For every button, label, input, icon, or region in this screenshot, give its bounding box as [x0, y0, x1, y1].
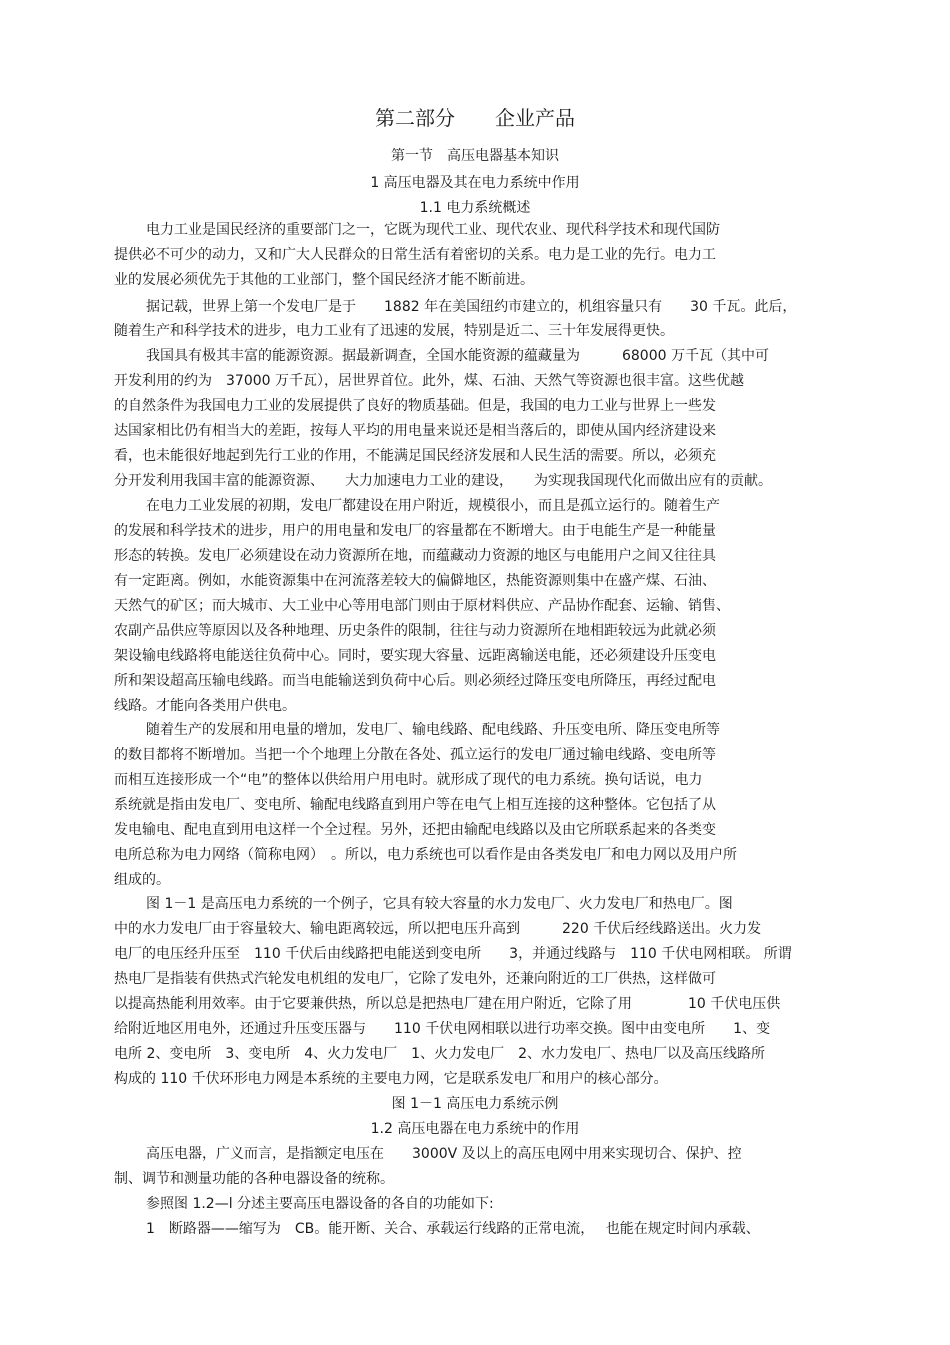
paragraph-line: 线路。才能向各类用户供电。: [114, 698, 296, 714]
paragraph-line: 业的发展必须优先于其他的工业部门，整个国民经济才能不断前进。: [114, 272, 534, 288]
paragraph-line: 电力工业是国民经济的重要部门之一，它既为现代工业、现代农业、现代科学技术和现代国防: [146, 222, 720, 238]
paragraph-line: 的数目都将不断增加。当把一个个地理上分散在各处、孤立运行的发电厂通过输电线路、变电所等: [114, 747, 716, 763]
paragraph-line: 的自然条件为我国电力工业的发展提供了良好的物质基础。但是，我国的电力工业与世界上一些发: [114, 398, 716, 414]
paragraph-line: 提供必不可少的动力，又和广大人民群众的日常生活有着密切的关系。电力是工业的先行。电力工: [114, 247, 716, 263]
paragraph-line: 而相互连接形成一个“电”的整体以供给用户用电时。就形成了现代的电力系统。换句话说，电力: [114, 772, 703, 788]
paragraph-line: 电所总称为电力网络（简称电网） 。所以，电力系统也可以看作是由各类发电厂和电力网以及用户所: [114, 847, 737, 863]
paragraph-line: 分开发利用我国丰富的能源资源、 大力加速电力工业的建设， 为实现我国现代化而做出应有的贡献。: [114, 473, 772, 489]
paragraph-line: 形态的转换。发电厂必须建设在动力资源所在地，而蕴藏动力资源的地区与电能用户之间又往往具: [114, 548, 716, 564]
chapter-heading: 1 高压电器及其在电力系统中作用: [370, 175, 580, 191]
paragraph-line: 以提高热能利用效率。由于它要兼供热，所以总是把热电厂建在用户附近，它除了用 10 千伏电压供: [114, 996, 781, 1012]
paragraph-line: 参照图 1.2—l 分述主要高压电器设备的各自的功能如下:: [146, 1196, 494, 1212]
paragraph-line: 高压电器，广义而言，是指额定电压在 3000V 及以上的高压电网中用来实现切合、保护、控: [146, 1146, 742, 1162]
paragraph-line: 在电力工业发展的初期，发电厂都建设在用户附近，规模很小，而且是孤立运行的。随着生产: [146, 498, 720, 514]
figure-caption: 图 1－1 高压电力系统示例: [391, 1096, 559, 1112]
paragraph-line: 达国家相比仍有相当大的差距，按每人平均的用电量来说还是相当落后的，即使从国内经济建设来: [114, 423, 716, 439]
paragraph-line: 架设输电线路将电能送往负荷中心。同时，要实现大容量、远距离输送电能，还必须建设升压变电: [114, 648, 716, 664]
paragraph-line: 开发利用的约为 37000 万千瓦），居世界首位。此外，煤、石油、天然气等资源也很丰富。这些优越: [114, 373, 744, 389]
paragraph-line: 看，也未能很好地起到先行工业的作用，不能满足国民经济发展和人民生活的需要。所以，必须充: [114, 448, 716, 464]
paragraph-line: 随着生产的发展和用电量的增加，发电厂、输电线路、配电线路、升压变电所、降压变电所等: [146, 722, 720, 738]
paragraph-line: 所和架设超高压输电线路。而当电能输送到负荷中心后。则必须经过降压变电所降压，再经过配电: [114, 673, 716, 689]
paragraph-line: 有一定距离。例如，水能资源集中在河流落差较大的偏僻地区，热能资源则集中在盛产煤、石油、: [114, 573, 716, 589]
subsection-heading-1-1: 1.1 电力系统概述: [419, 200, 531, 216]
paragraph-line: 随着生产和科学技术的进步，电力工业有了迅速的发展，特别是近二、三十年发展得更快。: [114, 323, 674, 339]
paragraph-line: 制、调节和测量功能的各种电器设备的统称。: [114, 1171, 394, 1187]
paragraph-line: 农副产品供应等原因以及各种地理、历史条件的限制，往往与动力资源所在地相距较远为此就必须: [114, 623, 716, 639]
paragraph-line: 热电厂是指装有供热式汽轮发电机组的发电厂，它除了发电外，还兼向附近的工厂供热，这样做可: [114, 971, 716, 987]
paragraph-line: 1 断路器——缩写为 CB。能开断、关合、承载运行线路的正常电流， 也能在规定时间内承载、: [146, 1221, 760, 1237]
paragraph-line: 中的水力发电厂由于容量较大、输电距离较远，所以把电压升高到 220 千伏后经线路送出。火力发: [114, 921, 762, 937]
page-title: 第二部分 企业产品: [375, 106, 575, 130]
paragraph-line: 我国具有极其丰富的能源资源。据最新调查，全国水能资源的蕴藏量为 68000 万千瓦（其中可: [146, 348, 769, 364]
section-heading: 第一节 高压电器基本知识: [391, 148, 559, 164]
paragraph-line: 图 1－1 是高压电力系统的一个例子，它具有较大容量的水力发电厂、火力发电厂和热电厂。图: [146, 896, 733, 912]
paragraph-line: 构成的 110 千伏环形电力网是本系统的主要电力网，它是联系发电厂和用户的核心部分。: [114, 1071, 668, 1087]
paragraph-line: 的发展和科学技术的进步，用户的用电量和发电厂的容量都在不断增大。由于电能生产是一种能量: [114, 523, 716, 539]
paragraph-line: 组成的。: [114, 872, 170, 888]
paragraph-line: 发电输电、配电直到用电这样一个全过程。另外，还把由输配电线路以及由它所联系起来的各类变: [114, 822, 716, 838]
paragraph-line: 电厂的电压经升压至 110 千伏后由线路把电能送到变电所 3，并通过线路与 110 千伏电网相联。 所谓: [114, 946, 792, 962]
subsection-heading-1-2: 1.2 高压电器在电力系统中的作用: [370, 1121, 580, 1137]
paragraph-line: 系统就是指由发电厂、变电所、输配电线路直到用户等在电气上相互连接的这种整体。它包括了从: [114, 797, 716, 813]
paragraph-line: 电所 2、变电所 3、变电所 4、火力发电厂 1、火力发电厂 2、水力发电厂、热电厂以及高压线路所: [114, 1046, 765, 1062]
paragraph-line: 据记载，世界上第一个发电厂是于 1882 年在美国纽约市建立的，机组容量只有 30 千瓦。此后，: [146, 299, 797, 315]
paragraph-line: 给附近地区用电外，还通过升压变压器与 110 千伏电网相联以进行功率交换。图中由变电所 1、变: [114, 1021, 771, 1037]
paragraph-line: 天然气的矿区；而大城市、大工业中心等用电部门则由于原材料供应、产品协作配套、运输、销售、: [114, 598, 730, 614]
